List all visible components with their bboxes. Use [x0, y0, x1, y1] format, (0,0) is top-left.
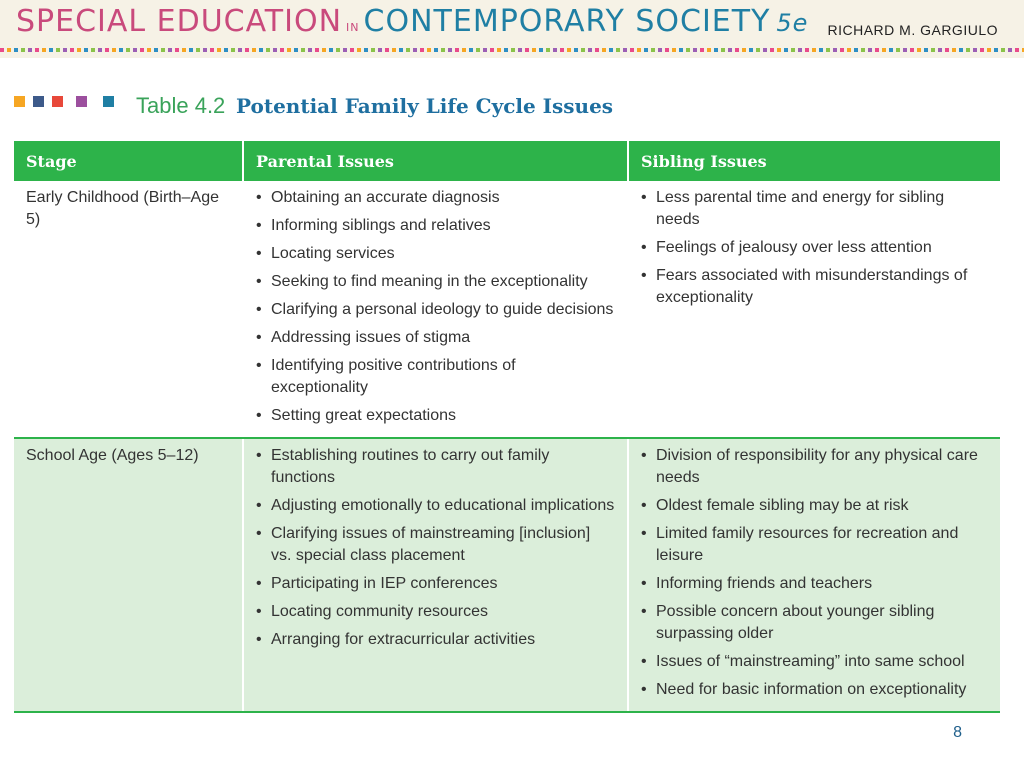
- stage-cell: Early Childhood (Birth–Age 5): [14, 181, 243, 438]
- header-stage: Stage: [14, 141, 243, 181]
- book-title-part1: SPECIAL EDUCATION: [16, 4, 343, 39]
- list-item: • Adjusting emotionally to educational implications: [256, 495, 615, 517]
- parental-issues-cell: [243, 181, 628, 438]
- square-5: [103, 96, 114, 107]
- list-item: • Issues of “mainstreaming” into same school: [641, 651, 988, 673]
- list-item: • Participating in IEP conferences: [256, 573, 615, 595]
- author-name: RICHARD M. GARGIULO: [827, 22, 998, 38]
- list-item: • Identifying positive contributions of exceptionality: [256, 355, 615, 399]
- book-title-in: IN: [346, 21, 360, 34]
- header-parental-issues: Parental Issues: [243, 141, 628, 181]
- list-item: • Arranging for extracurricular activities: [256, 629, 615, 651]
- parental-issues-cell: [243, 438, 628, 712]
- list-item: • Establishing routines to carry out family functions: [256, 445, 615, 489]
- list-item: • Seeking to find meaning in the exceptionality: [256, 271, 615, 293]
- list-item: • Fears associated with misunderstandings of exceptionality: [641, 265, 988, 309]
- list-item: • Feelings of jealousy over less attention: [641, 237, 988, 259]
- square-1: [14, 96, 25, 107]
- square-2: [33, 96, 44, 107]
- table-label: Table 4.2: [136, 93, 226, 118]
- page-number: 8: [953, 724, 962, 741]
- book-edition: 5e: [776, 9, 809, 37]
- table-row-school-age: [14, 438, 1000, 712]
- list-item: • Locating services: [256, 243, 615, 265]
- header-dotted-border: [0, 48, 1024, 52]
- list-item: • Clarifying issues of mainstreaming [inclusion] vs. special class placement: [256, 523, 615, 567]
- parental-issues-list: [256, 445, 615, 651]
- square-3: [52, 96, 63, 107]
- square-4: [76, 96, 87, 107]
- sibling-issues-list: [641, 445, 988, 701]
- list-item: • Oldest female sibling may be at risk: [641, 495, 988, 517]
- list-item: • Clarifying a personal ideology to guide decisions: [256, 299, 615, 321]
- list-item: • Obtaining an accurate diagnosis: [256, 187, 615, 209]
- sibling-issues-list: [641, 187, 988, 309]
- list-item: • Division of responsibility for any physical care needs: [641, 445, 988, 489]
- sibling-issues-cell: [628, 438, 1000, 712]
- slide-header: [0, 0, 1024, 58]
- parental-issues-list: [256, 187, 615, 427]
- table-title: Potential Family Life Cycle Issues: [236, 94, 614, 118]
- list-item: • Less parental time and energy for sibling needs: [641, 187, 988, 231]
- list-item: • Need for basic information on exceptionality: [641, 679, 988, 701]
- list-item: • Setting great expectations: [256, 405, 615, 427]
- list-item: • Informing friends and teachers: [641, 573, 988, 595]
- header-sibling-issues: Sibling Issues: [628, 141, 1000, 181]
- table-header-row: [14, 141, 1000, 181]
- list-item: • Limited family resources for recreation and leisure: [641, 523, 988, 567]
- list-item: • Possible concern about younger sibling surpassing older: [641, 601, 988, 645]
- list-item: • Addressing issues of stigma: [256, 327, 615, 349]
- book-title: [16, 4, 808, 39]
- book-title-part2: CONTEMPORARY SOCIETY: [363, 4, 771, 39]
- table-row-early-childhood: [14, 181, 1000, 438]
- stage-cell: School Age (Ages 5–12): [14, 438, 243, 712]
- list-item: • Locating community resources: [256, 601, 615, 623]
- family-life-cycle-table: [14, 141, 1000, 713]
- list-item: • Informing siblings and relatives: [256, 215, 615, 237]
- sibling-issues-cell: [628, 181, 1000, 438]
